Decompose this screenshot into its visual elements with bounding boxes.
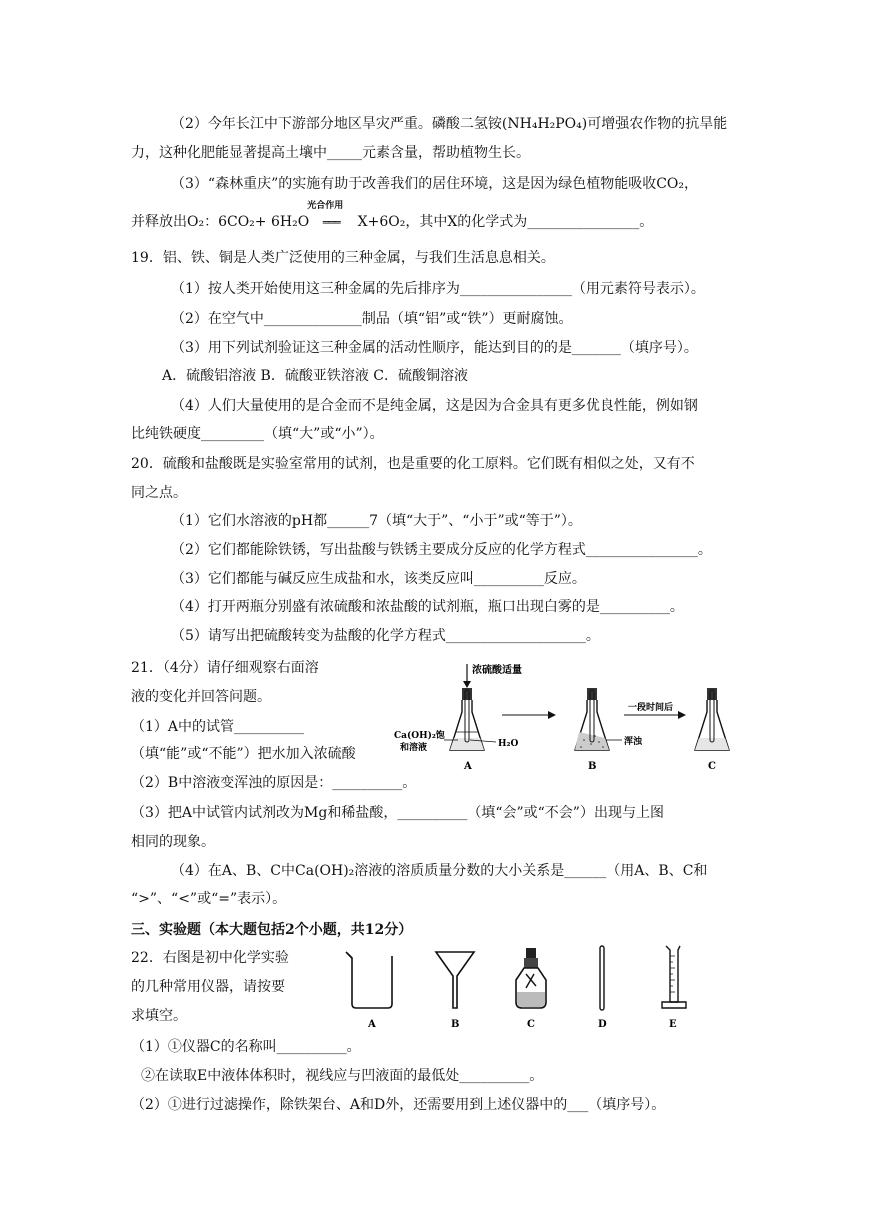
q19-4-line2: 比纯铁硬度_________（填“大”或“小”）。	[131, 426, 384, 442]
q22-stem-line1: 22．右图是初中化学实验	[131, 950, 289, 966]
label-a: A	[464, 761, 472, 772]
q21-3-line1: （3）把A中试管内试剂改为Mg和稀盐酸，__________（填“会”或“不会”）出现与上图	[131, 805, 664, 821]
graduated-cylinder-icon	[662, 946, 686, 1008]
conc-sulfuric-label: 浓硫酸适量	[472, 665, 522, 676]
q19-1: （1）按人类开始使用这三种金属的先后排序为________________（用元素符号表示）。	[171, 281, 705, 297]
reaction-condition: 光合作用	[307, 201, 344, 211]
q20-2: （2）它们都能除铁锈，写出盐酸与铁锈主要成分反应的化学方程式________________。	[171, 542, 712, 558]
q21-2: （2）B中溶液变浑浊的原因是：__________。	[131, 775, 417, 791]
q19-2: （2）在空气中______________制品（填“铝”或“铁”）更耐腐蚀。	[171, 311, 573, 327]
label-b: B	[588, 761, 597, 772]
q21-1-line2: （填“能”或“不能”）把水加入浓硫酸	[131, 746, 356, 762]
h2o-label: H₂O	[498, 739, 519, 749]
q18-3-line1: （3）“森林重庆”的实施有助于改善我们的居住环境，这是因为绿色植物能吸收CO₂，	[171, 176, 699, 192]
label-b2: B	[451, 1019, 460, 1030]
q21-figure	[392, 660, 762, 778]
caoh2-label-line1: Ca(OH)₂饱	[394, 731, 445, 741]
arrow-b-c-head	[678, 711, 686, 719]
q21-3-line2: 相同的现象。	[131, 834, 215, 850]
arrow-a-b-head	[548, 711, 556, 719]
flask-c-icon	[695, 688, 729, 750]
time-later-label: 一段时间后	[628, 703, 674, 713]
q20-3: （3）它们都能与碱反应生成盐和水，该类反应叫__________反应。	[171, 571, 586, 587]
label-a2: A	[368, 1019, 376, 1030]
q20-5: （5）请写出把硫酸转变为盐酸的化学方程式____________________。	[171, 628, 600, 644]
q20-1: （1）它们水溶液的pH都______7（填“大于”、“小于”或“等于”）。	[171, 513, 582, 529]
caoh2-label-line2: 和溶液	[400, 743, 428, 753]
q20-stem-line1: 20．硫酸和盐酸既是实验室常用的试剂，也是重要的化工原料。它们既有相似之处，又有不	[131, 456, 695, 472]
q21-1-line1: （1）A中的试管__________	[131, 719, 305, 735]
q22-figure	[340, 940, 700, 1035]
q22-2: （2）①进行过滤操作，除铁架台、A和D外，还需要用到上述仪器中的___（填序号）。	[131, 1097, 666, 1113]
label-e2: E	[669, 1019, 677, 1030]
label-c: C	[708, 761, 716, 772]
alcohol-lamp-icon	[516, 948, 546, 1008]
q19-3: （3）用下列试剂验证这三种金属的活动性顺序，能达到目的的是_______（填序号）。	[171, 340, 698, 356]
label-c2: C	[527, 1019, 535, 1030]
q18-3-line2	[131, 201, 654, 233]
q18-2-line2: 力，这种化肥能显著提高土壤中_____元素含量，帮助植物生长。	[131, 145, 530, 161]
q20-4: （4）打开两瓶分别盛有浓硫酸和浓盐酸的试剂瓶，瓶口出现白雾的是__________。	[171, 599, 684, 615]
q19-4-line1: （4）人们大量使用的是合金而不是纯金属，这是因为合金具有更多优良性能，例如钢	[171, 398, 698, 414]
reaction-arrow	[307, 201, 353, 233]
equals-sign: ═══	[322, 216, 340, 229]
glass-rod-icon	[600, 946, 604, 1010]
funnel-icon	[436, 952, 474, 1008]
equation-left: 并释放出O₂：6CO₂+ 6H₂O	[131, 214, 310, 230]
q22-1-line2: ②在读取E中液体体积时，视线应与凹液面的最低处__________。	[141, 1068, 544, 1084]
label-d2: D	[598, 1019, 607, 1030]
flask-b-icon	[575, 688, 609, 750]
turbid-label: 浑浊	[624, 737, 643, 747]
section-3-heading: 三、实验题（本大题包括2个小题，共12分）	[131, 922, 413, 938]
q18-2-line1: （2）今年长江中下游部分地区旱灾严重。磷酸二氢铵(NH₄H₂PO₄)可增强农作物的抗旱能	[171, 116, 728, 132]
q21-stem-line1: 21．（4分）请仔细观察右面溶	[131, 660, 319, 676]
q20-stem-line2: 同之点。	[131, 485, 187, 501]
q19-options: A．硫酸铝溶液 B．硫酸亚铁溶液 C．硫酸铜溶液	[162, 368, 469, 384]
equation-right: X+6O₂，其中X的化学式为________________。	[353, 214, 654, 230]
q21-4-line1: （4）在A、B、C中Ca(OH)₂溶液的溶质质量分数的大小关系是______（用A、B、C和	[171, 863, 708, 879]
down-arrow-head	[463, 681, 471, 688]
beaker-icon	[346, 952, 392, 1008]
q21-4-line2: “>”、“<”或“=”表示）。	[131, 891, 287, 907]
q21-stem-line2: 液的变化并回答问题。	[131, 689, 271, 705]
q22-1-line1: （1）①仪器C的名称叫__________。	[131, 1039, 361, 1055]
q22-stem-line2: 的几种常用仪器，请按要	[131, 979, 285, 995]
q22-stem-line3: 求填空。	[131, 1008, 187, 1024]
q19-stem: 19．铝、铁、铜是人类广泛使用的三种金属，与我们生活息息相关。	[131, 250, 555, 266]
